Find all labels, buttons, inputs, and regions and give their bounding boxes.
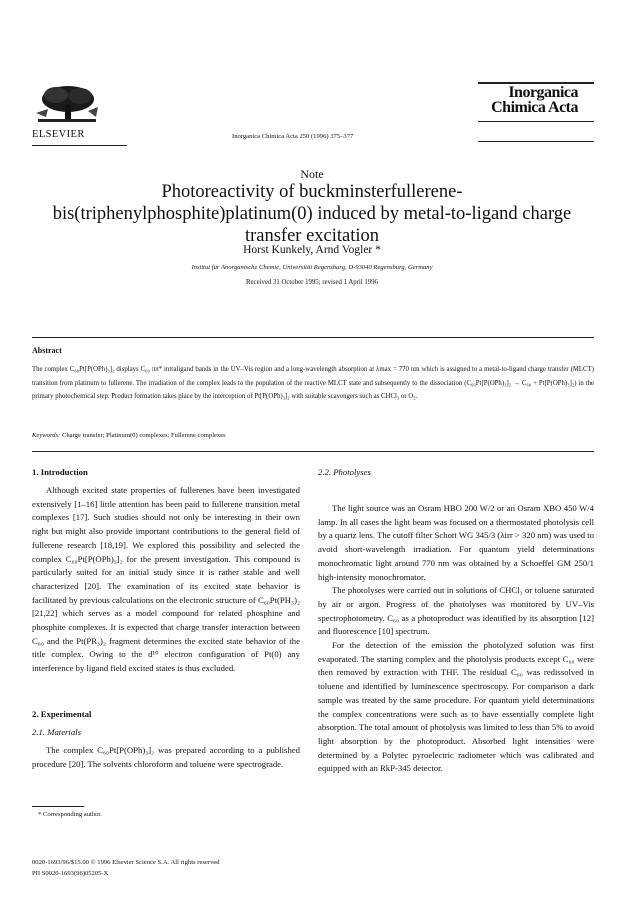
journal-logo-rule-bottom <box>478 141 594 142</box>
footnote-corresponding: * Corresponding author. <box>38 811 102 818</box>
photolyses-paragraph-1: The light source was an Osram HBO 200 W/2 or an Osram XBO 450 W/4 lamp. In all cases the light beam was focused on a thermostated photolysis cell by a quartz lens. The cutoff filter Schott WG 345/3 (λirr > 320 nm) was used to avoid short-wavelength irradiation. For quantum yield determinations monochromatic light around 770 nm was obtained by a Schoeffel GM 250/1 high-intensity monochromator. <box>318 503 594 582</box>
elsevier-tree-logo <box>28 83 106 125</box>
journal-logo-rule-mid <box>478 121 594 122</box>
copyright-block <box>32 857 220 879</box>
journal-logo-line2: Chimica Acta <box>491 99 578 116</box>
authors: Horst Kunkely, Arnd Vogler * <box>243 244 381 256</box>
materials-text <box>32 744 300 771</box>
journal-reference: Inorganica Chimica Acta 250 (1996) 375–377 <box>232 133 354 140</box>
introduction-paragraph: Although excited state properties of fullerenes have been investigated extensively [1–16] little attention has been paid to fullerene transition metal complexes [17]. Such studies should not only be interesting in their own right but might also provide important contributions to the general field of fullerene research [18,19]. We explored this possibility and selected the complex C₆₀Pt[P(OPh)₃]₂ for the present investigation. This compound is particularly suited for an initial study since it is rather stable and well characterized [20]. The examination of its excited state behavior is facilitated by previous calculations on the electronic structure of C₆₀Pt(PH₃)₂ [21,22] which serves as a model compound for related phosphine and phosphite complexes. It is expected that charge transfer interaction between C₆₀ and the Pt(PR₃)₂ fragment determines the excited state behavior of the title complex. Owing to the d¹⁰ electron configuration of Pt(0) any interference by ligand field excited states is thus excluded. <box>32 485 300 674</box>
affiliation: Institut für Anorganische Chemie, Universität Regensburg, D-93040 Regensburg, Germany <box>191 264 433 271</box>
photolyses-paragraph-3: For the detection of the emission the photolyzed solution was first evaporated. The starting complex and the photolysis products except C₆₀ were then removed by extraction with THF. The residual C₆₀ was redissolved in toluene and identified by luminescence spectroscopy. For comparison a dark sample was treated by the same procedure. For quantum yield determinations the complex concentrations were such as to have essentially complete light absorption. The total amount of photolysis was limited to less than 5% to avoid light absorption by the photoproduct. Absorbed light intensities were determined by a Polytec pyroelectric radiometer which was calibrated and equipped with an RkP-345 detector. <box>318 640 594 774</box>
journal-logo <box>478 85 578 115</box>
subsection-materials-heading: 2.1. Materials <box>32 727 81 737</box>
materials-paragraph: The complex C₆₀Pt[P(OPh)₃]₂ was prepared according to a published procedure [20]. The solvents chloroform and toluene were spectrograde. <box>32 745 300 769</box>
journal-logo-rule-top <box>478 82 594 84</box>
received-dates: Received 31 October 1995; revised 1 April 1996 <box>246 279 378 286</box>
abstract-rule-bottom <box>32 451 594 452</box>
footnote-rule <box>32 806 84 807</box>
keywords <box>32 432 226 439</box>
abstract-rule-top <box>32 337 594 338</box>
section-introduction-heading: 1. Introduction <box>32 467 88 477</box>
subsection-photolyses-heading: 2.2. Photolyses <box>318 467 371 477</box>
photolyses-text <box>318 502 594 776</box>
introduction-text <box>32 484 300 676</box>
pii-line: PII S0020-1693(96)05205-X <box>32 870 109 877</box>
article-type: Note <box>300 167 324 181</box>
abstract-text: The complex C₆₀Pt[P(OPh)₃]₂ displays C₆₀ ππ* intraligand bands in the UV–Vis region and a long-wavelength absorption at λmax = 770 nm which is assigned to a metal-to-ligand charge transfer (MLCT) transition from platinum to fullerene. The irradiation of the complex leads to the population of the reactive MLCT state and subsequently to the dissociation (C₆₀Pt[P(OPh)₃]₂ → C₆₀ + Pt[P(OPh)₃]₂) in the primary photochemical step. Product formation takes place by the interception of Pt[P(OPh)₃]₂ with suitable scavengers such as CHCl₃ or O₂. <box>32 366 594 401</box>
abstract-heading: Abstract <box>32 346 62 355</box>
publisher-name: ELSEVIER <box>32 129 85 140</box>
keywords-label: Keywords: <box>32 432 61 439</box>
header-rule-left <box>32 145 127 146</box>
article-title: Photoreactivity of buckminsterfullerene-bis(triphenylphosphite)platinum(0) induced by metal-to-ligand charge transfer excitation <box>52 182 572 246</box>
keywords-text: Charge transfer; Platinum(0) complexes; Fullerene complexes <box>61 432 226 439</box>
section-experimental-heading: 2. Experimental <box>32 709 92 719</box>
journal-logo-line1: Inorganica <box>508 84 578 101</box>
copyright-line: 0020-1693/96/$15.00 © 1996 Elsevier Science S.A. All rights reserved <box>32 859 220 866</box>
photolyses-paragraph-2: The photolyses were carried out in solutions of CHCl₃ or toluene saturated by air or argon. Progress of the photolyses was monitored by UV–Vis spectrophotometry. C₆₀ as a photoproduct was identified by its absorption [12] and fluorescence [10] spectrum. <box>318 585 594 637</box>
